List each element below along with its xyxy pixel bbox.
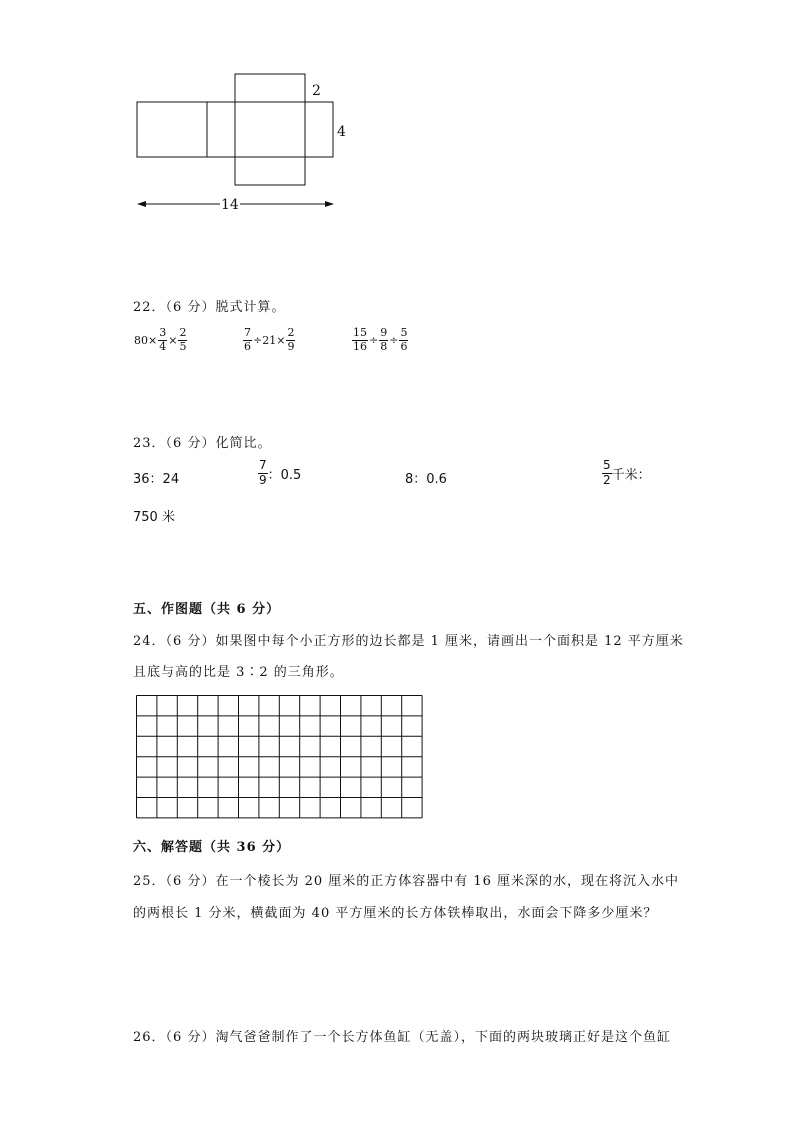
label-length: 14 bbox=[221, 197, 239, 213]
q23-ratio-4-cont: 750 米 bbox=[133, 510, 175, 525]
q23-ratio-2: $\frac{7}{9}$ ：0.5 bbox=[259, 458, 302, 487]
square-grid[interactable] bbox=[136, 695, 426, 821]
q22-expr-2: $\frac{7}{6}$ ÷21× $\frac{2}{9}$ bbox=[244, 326, 295, 353]
net-bottom-face bbox=[235, 157, 305, 185]
arrow-left-head bbox=[137, 201, 146, 207]
section-6-title: 六、解答题（共 36 分） bbox=[133, 840, 291, 855]
q25-line-2: 的两根长 1 分米，横截面为 40 平方厘米的长方体铁棒取出，水面会下降多少厘米？ bbox=[133, 906, 658, 921]
q22-header: 22．（6 分）脱式计算。 bbox=[133, 300, 286, 315]
arrow-right-head bbox=[325, 201, 334, 207]
label-top: 2 bbox=[312, 83, 321, 99]
q23-ratio-1: 36：24 bbox=[133, 472, 180, 487]
label-side: 4 bbox=[337, 124, 346, 140]
net-top-face bbox=[235, 74, 305, 102]
q26-line-1: 26．（6 分）淘气爸爸制作了一个长方体鱼缸（无盖），下面的两块玻璃正好是这个鱼缸 bbox=[133, 1030, 671, 1045]
cuboid-net-figure bbox=[120, 60, 360, 220]
q24-line-1: 24．（6 分）如果图中每个小正方形的边长都是 1 厘米，请画出一个面积是 12 平方厘米 bbox=[133, 634, 684, 649]
q22-expr-1: 80× $\frac{3}{4}$ × $\frac{2}{5}$ bbox=[134, 326, 187, 353]
q23-ratio-3: 8：0.6 bbox=[405, 472, 447, 487]
q23-ratio-4: $\frac{5}{2}$ 千米： bbox=[603, 458, 651, 487]
q22-expr-3: $\frac{15}{16}$ ÷ $\frac{9}{8}$ ÷ $\frac{5}{6}$ bbox=[353, 326, 408, 353]
q25-line-1: 25．（6 分）在一个棱长为 20 厘米的正方体容器中有 16 厘米深的水，现在将沉入水中 bbox=[133, 874, 680, 889]
q24-line-2: 且底与高的比是 3∶2 的三角形。 bbox=[133, 665, 344, 680]
q23-header: 23．（6 分）化简比。 bbox=[133, 436, 272, 451]
section-5-title: 五、作图题（共 6 分） bbox=[133, 602, 281, 617]
